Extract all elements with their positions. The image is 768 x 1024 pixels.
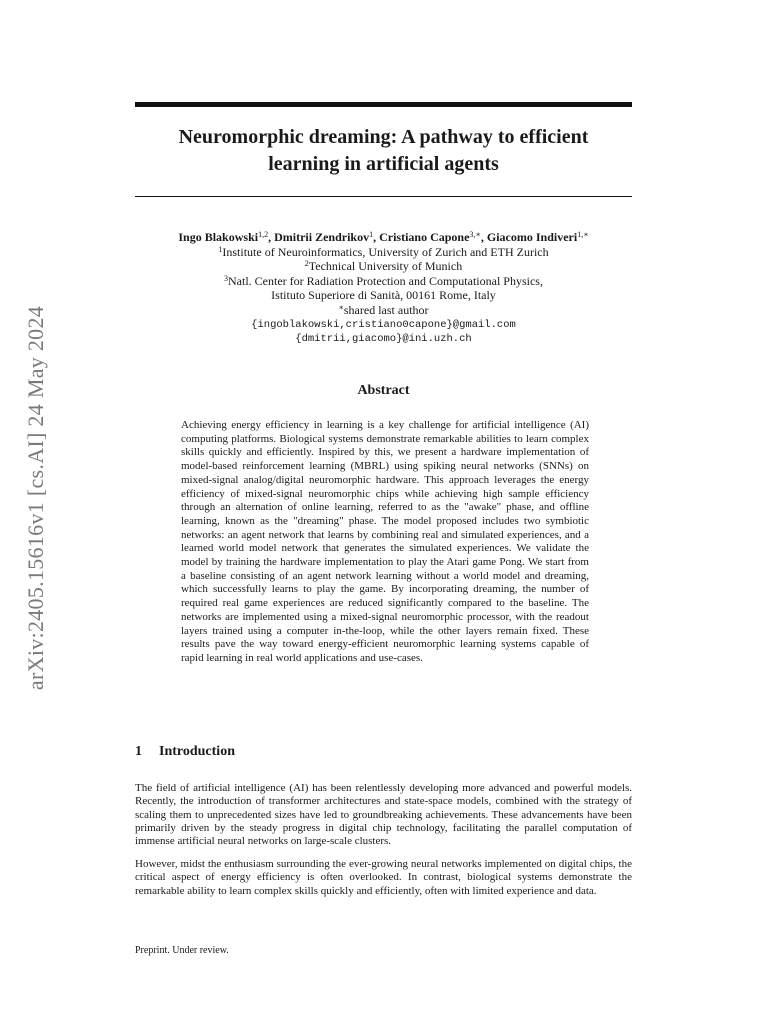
author-affiliation-mark: 1,∗ bbox=[577, 230, 589, 239]
title-bottom-rule bbox=[135, 196, 632, 197]
author-affiliation-mark: 1 bbox=[369, 230, 374, 239]
intro-paragraph: The field of artificial intelligence (AI) has been relentlessly developing more advanced and powerful models. Recently, the introduction of transformer architectures and state-space models, combined with the strategy of scaling them to unprecedented sizes have led to groundbreaking achievements. These advancements have been primarily driven by the steady progress in digital chip technology, facilitating the parallel computation of immense artificial neural networks on large-scale clusters. bbox=[135, 782, 632, 848]
affiliation-text: Istituto Superiore di Sanità, 00161 Rome, Italy bbox=[271, 288, 496, 303]
preprint-footnote: Preprint. Under review. bbox=[135, 945, 229, 956]
author-names bbox=[135, 230, 632, 245]
paper-title-line-2: learning in artificial agents bbox=[268, 153, 499, 175]
arxiv-side-stamp bbox=[20, 272, 52, 724]
affiliation-text: shared last author bbox=[343, 302, 429, 317]
affiliation-line bbox=[135, 303, 632, 318]
title-top-rule bbox=[135, 102, 632, 107]
author-name: Cristiano Capone bbox=[379, 230, 470, 244]
author-affiliation-mark: 3,∗ bbox=[469, 230, 481, 239]
author-affiliation-mark: 1,2 bbox=[258, 230, 269, 239]
affiliation-line bbox=[135, 274, 632, 289]
author-name: Giacomo Indiveri bbox=[486, 230, 578, 244]
affiliation-mark: ∗ bbox=[338, 302, 344, 312]
paper-title bbox=[135, 124, 632, 178]
affiliation-mark: 3 bbox=[224, 273, 229, 283]
affiliation-text: Natl. Center for Radiation Protection and Computational Physics, bbox=[228, 273, 543, 288]
author-separator: , bbox=[480, 230, 487, 244]
author-separator: , bbox=[268, 230, 275, 244]
section-title: Introduction bbox=[159, 744, 235, 759]
affiliation-mark: 1 bbox=[218, 244, 223, 254]
abstract-heading: Abstract bbox=[357, 383, 410, 398]
abstract-text: Achieving energy efficiency in learning is a key challenge for artificial intelligence (AI) computing platforms. Biological systems demonstrate remarkable abilities to learn complex skills quickly and efficiently. Inspired by this, we present a hardware implementation of model-based reinforcement learning (MBRL) using spiking neural networks (SNNs) on mixed-signal analog/digital neuromorphic hardware. This approach leverages the energy efficiency of mixed-signal neuromorphic chips while achieving high sample efficiency through an alternation of online learning, referred to as the "awake" phase, and offline learning, known as the "dreaming" phase. The model proposed includes two symbiotic networks: an agent network that learns by combining real and simulated experiences, and a learned world model network that generates the simulated experiences. We validate the model by training the hardware implementation to play the Atari game Pong. We start from a baseline consisting of an agent network learning without a world model and dreaming, which successfully learns to play the game. By incorporating dreaming, the number of required real game experiences are reduced significantly compared to the baseline. The networks are implemented using a mixed-signal neuromorphic processor, with the readout layers trained using a computer in-the-loop, while the other layers remain fixed. These results pave the way toward energy-efficient neuromorphic learning systems capable of rapid learning in real world applications and use-cases. bbox=[181, 419, 589, 664]
email-line[interactable]: {ingoblakowski,cristiano0capone}@gmail.com bbox=[251, 318, 516, 331]
email-line[interactable]: {dmitrii,giacomo}@ini.uzh.ch bbox=[295, 333, 472, 346]
section-number: 1 bbox=[135, 744, 142, 759]
paper-title-line-1: Neuromorphic dreaming: A pathway to efficient bbox=[178, 126, 589, 148]
affiliation-text: Technical University of Munich bbox=[308, 259, 463, 274]
affiliation-line bbox=[135, 288, 632, 303]
intro-paragraph: However, midst the enthusiasm surrounding the ever-growing neural networks implemented on digital chips, the critical aspect of energy efficiency is often overlooked. In contrast, biological systems demonstrate the remarkable ability to learn complex skills quickly and efficiently, often with limited experience and data. bbox=[135, 858, 632, 897]
affiliation-line bbox=[135, 259, 632, 274]
author-block bbox=[135, 230, 632, 347]
author-separator: , bbox=[373, 230, 380, 244]
affiliation-line bbox=[135, 245, 632, 260]
affiliation-text: Institute of Neuroinformatics, University of Zurich and ETH Zurich bbox=[222, 244, 549, 259]
arxiv-id-text: arXiv:2405.15616v1 [cs.AI] 24 May 2024 bbox=[23, 305, 48, 691]
section-heading-introduction bbox=[135, 744, 235, 760]
author-name: Dmitrii Zendrikov bbox=[274, 230, 370, 244]
author-name: Ingo Blakowski bbox=[178, 230, 259, 244]
affiliation-mark: 2 bbox=[304, 259, 309, 269]
